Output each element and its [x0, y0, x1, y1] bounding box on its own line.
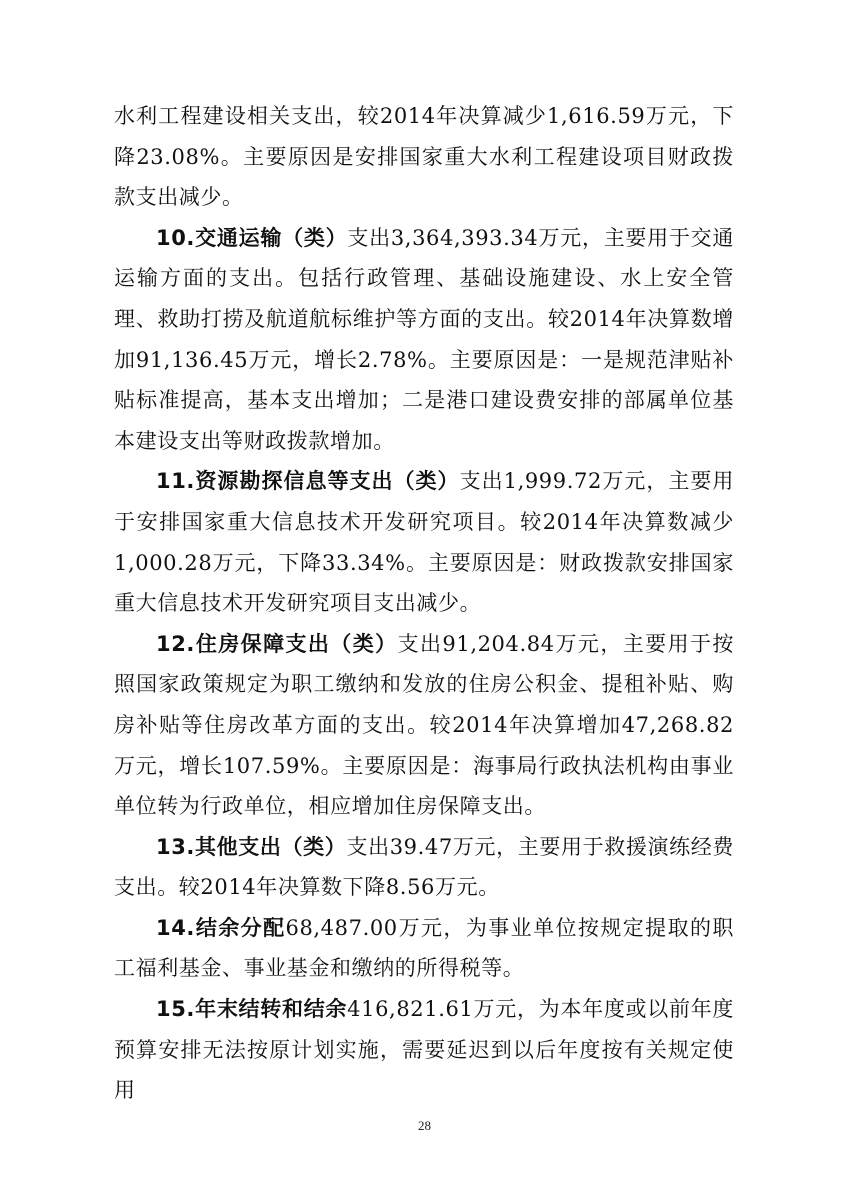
paragraph-text: 水利工程建设相关支出，较2014年决算减少1,616.59万元，下降23.08%。主要原因是安排国家重大水利工程建设项目财政拨款支出减少。	[114, 104, 734, 210]
section-heading-housing: 12.住房保障支出（类）	[156, 631, 398, 656]
paragraph-text: 支出39.47万元，主要用于救援演练经费支出。较2014年决算数下降8.56万元。	[114, 834, 734, 900]
paragraph-housing	[114, 624, 734, 827]
paragraph-continuation	[114, 96, 734, 218]
section-heading-resource: 11.资源勘探信息等支出（类）	[156, 469, 460, 494]
paragraph-text: 68,487.00万元，为事业单位按规定提取的职工福利基金、事业基金和缴纳的所得税等。	[114, 915, 734, 981]
paragraph-text: 416,821.61万元，为本年度或以前年度预算安排无法按原计划实施，需要延迟到以后年度按有关规定使用	[114, 997, 735, 1103]
paragraph-transport	[114, 218, 734, 462]
paragraph-text: 支出1,999.72万元，主要用于安排国家重大信息技术开发研究项目。较2014年决算数减少1,000.28万元，下降33.34%。主要原因是：财政拨款安排国家重大信息技术开发研究项目支出减少。	[114, 469, 734, 616]
page-number: 28	[418, 1118, 431, 1133]
section-heading-other: 13.其他支出（类）	[156, 834, 347, 859]
paragraph-surplus	[114, 908, 734, 989]
section-heading-transport: 10.交通运输（类）	[156, 225, 348, 250]
paragraph-text: 支出91,204.84万元，主要用于按照国家政策规定为职工缴纳和发放的住房公积金、提租补贴、购房补贴等住房改革方面的支出。较2014年决算增加47,268.82万元，增长107.59%。主要原因是：海事局行政执法机构由事业单位转为行政单位，相应增加住房保障支出。	[114, 631, 734, 819]
body-text	[114, 96, 734, 1111]
paragraph-carryover	[114, 989, 734, 1111]
paragraph-text: 支出3,364,393.34万元，主要用于交通运输方面的支出。包括行政管理、基础设施建设、水上安全管理、救助打捞及航道航标维护等方面的支出。较2014年决算数增加91,136.45万元，增长2.78%。主要原因是：一是规范津贴补贴标准提高，基本支出增加；二是港口建设费安排的部属单位基本建设支出等财政拨款增加。	[114, 225, 735, 453]
paragraph-resource	[114, 461, 734, 623]
section-heading-surplus: 14.结余分配	[156, 915, 286, 940]
section-heading-carryover: 15.年末结转和结余	[156, 997, 348, 1022]
paragraph-other	[114, 827, 734, 908]
